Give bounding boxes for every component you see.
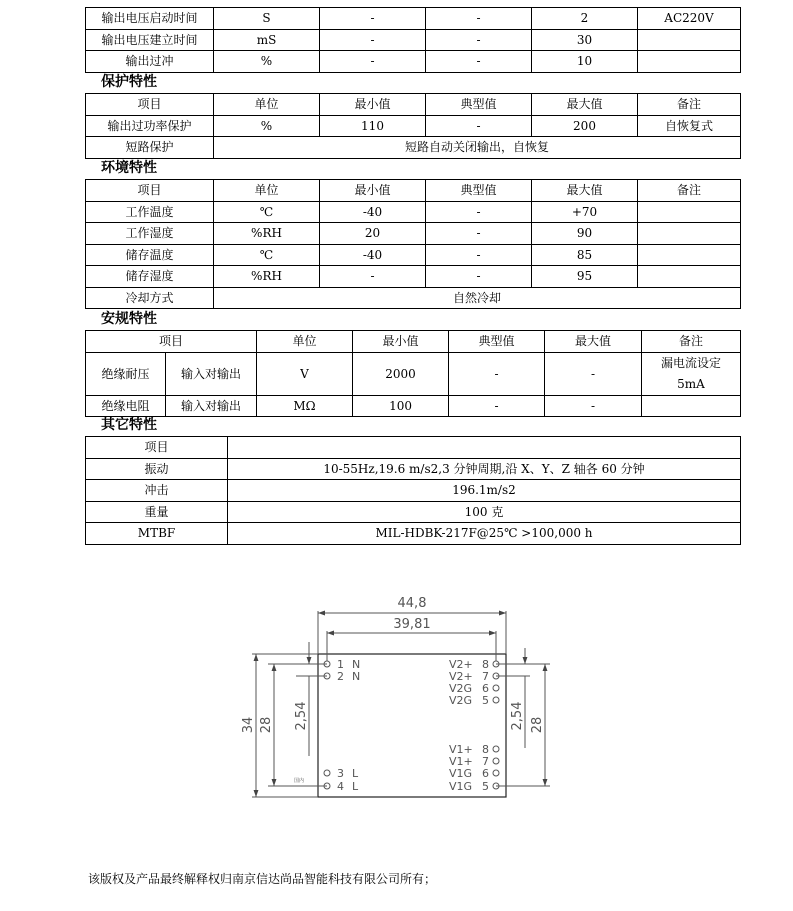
cell: 85 — [532, 244, 638, 266]
dim-pin-height-right: 28 — [530, 716, 545, 734]
dim-overall-height: 34 — [241, 716, 256, 734]
cell: 短路保护 — [86, 137, 214, 159]
note-line: 漏电流设定 — [661, 355, 722, 370]
cell: 200 — [532, 115, 638, 137]
pin-number: 5 — [482, 780, 489, 793]
dim-pitch-right: 2,54 — [510, 701, 525, 731]
pin-label: N — [352, 658, 361, 671]
cell: 工作温度 — [86, 201, 214, 223]
column-header: 备注 — [638, 180, 741, 202]
pin-label: L — [352, 780, 359, 793]
pin-number: 8 — [482, 658, 489, 671]
column-header: 最小值 — [320, 94, 426, 116]
cell: MIL-HDBK-217F@25℃ >100,000 h — [228, 523, 741, 545]
column-header: 单位 — [214, 94, 320, 116]
pin-label: V1+ — [449, 755, 473, 768]
cell: - — [426, 244, 532, 266]
section-title-environment: 环境特性 — [101, 160, 157, 176]
cell: % — [214, 115, 320, 137]
column-header: 备注 — [642, 331, 741, 353]
section-title-safety: 安规特性 — [101, 311, 157, 327]
cell: 2 — [532, 8, 638, 30]
cell: 绝缘耐压 — [86, 352, 166, 395]
cell: MΩ — [257, 395, 353, 417]
dim-pitch-left: 2,54 — [294, 701, 309, 731]
column-header: 项目 — [86, 331, 257, 353]
cell: 短路自动关闭输出，自恢复 — [214, 137, 741, 159]
cell: 自恢复式 — [638, 115, 741, 137]
pin-hole — [493, 770, 499, 776]
pin-hole — [324, 770, 330, 776]
pin-number: 6 — [482, 767, 489, 780]
cell: - — [320, 29, 426, 51]
cell: ℃ — [214, 201, 320, 223]
column-header: 最小值 — [320, 180, 426, 202]
column-header: 典型值 — [449, 331, 545, 353]
column-header: 最小值 — [353, 331, 449, 353]
pin-label: V1G — [449, 780, 473, 793]
cell: 100 — [353, 395, 449, 417]
small-mark: 国内 — [294, 778, 305, 784]
pin-number: 8 — [482, 743, 489, 756]
cell: 项目 — [86, 437, 228, 459]
cell: mS — [214, 29, 320, 51]
cell: ℃ — [214, 244, 320, 266]
section-title-protection: 保护特性 — [101, 74, 157, 90]
cell: 输入对输出 — [166, 352, 257, 395]
pin-label: V1+ — [449, 743, 473, 756]
cell: 自然冷却 — [214, 287, 741, 309]
cell: %RH — [214, 223, 320, 245]
column-header: 备注 — [638, 94, 741, 116]
pin-number: 2 — [337, 670, 344, 683]
cell: %RH — [214, 266, 320, 288]
cell: - — [449, 352, 545, 395]
cell: - — [449, 395, 545, 417]
cell: - — [320, 8, 426, 30]
pin-hole — [493, 746, 499, 752]
column-header: 最大值 — [545, 331, 642, 353]
cell: 重量 — [86, 501, 228, 523]
column-header: 项目 — [86, 180, 214, 202]
cell: 储存温度 — [86, 244, 214, 266]
cell: - — [426, 115, 532, 137]
cell: AC220V — [638, 8, 741, 30]
cell: 工作湿度 — [86, 223, 214, 245]
cell: 10 — [532, 51, 638, 73]
cell: 90 — [532, 223, 638, 245]
cell: 10-55Hz,19.6 m/s2,3 分钟周期,沿 X、Y、Z 轴各 60 分钟 — [228, 458, 741, 480]
cell: 绝缘电阻 — [86, 395, 166, 417]
column-header: 典型值 — [426, 180, 532, 202]
pin-number: 7 — [482, 755, 489, 768]
cell: - — [426, 29, 532, 51]
cell: 2000 — [353, 352, 449, 395]
cell: MTBF — [86, 523, 228, 545]
cell: 110 — [320, 115, 426, 137]
cell: 输出电压启动时间 — [86, 8, 214, 30]
cell: - — [320, 51, 426, 73]
column-header: 典型值 — [426, 94, 532, 116]
cell: 振动 — [86, 458, 228, 480]
column-header: 最大值 — [532, 180, 638, 202]
pin-label: V2G — [449, 694, 473, 707]
pin-label: V1G — [449, 767, 473, 780]
cell: - — [320, 266, 426, 288]
cell: -40 — [320, 244, 426, 266]
cell: - — [426, 51, 532, 73]
column-header: 最大值 — [532, 94, 638, 116]
cell: 储存湿度 — [86, 266, 214, 288]
cell: 输出过冲 — [86, 51, 214, 73]
cell: -40 — [320, 201, 426, 223]
pin-hole — [493, 685, 499, 691]
cell: 20 — [320, 223, 426, 245]
pin-number: 5 — [482, 694, 489, 707]
cell: 冲击 — [86, 480, 228, 502]
dim-pin-span: 39,81 — [393, 617, 431, 632]
cell: - — [545, 352, 642, 395]
cell: 输入对输出 — [166, 395, 257, 417]
pin-label: N — [352, 670, 361, 683]
pin-number: 4 — [337, 780, 344, 793]
pin-number: 3 — [337, 767, 344, 780]
dim-pin-height-left: 28 — [259, 716, 274, 734]
pin-hole — [493, 697, 499, 703]
dim-overall-width: 44,8 — [397, 596, 427, 611]
cell: - — [426, 223, 532, 245]
cell: - — [426, 201, 532, 223]
cell: - — [426, 8, 532, 30]
cell: 冷却方式 — [86, 287, 214, 309]
cell: % — [214, 51, 320, 73]
cell: 输出电压建立时间 — [86, 29, 214, 51]
pin-number: 6 — [482, 682, 489, 695]
cell: 95 — [532, 266, 638, 288]
cell: - — [426, 266, 532, 288]
pin-label: V2G — [449, 682, 473, 695]
cell: 30 — [532, 29, 638, 51]
pin-label: V2+ — [449, 670, 473, 683]
cell: V — [257, 352, 353, 395]
copyright-footer: 该版权及产品最终解释权归南京信达尚品智能科技有限公司所有； — [88, 872, 437, 886]
cell: 196.1m/s2 — [228, 480, 741, 502]
note-line: 5mA — [677, 376, 705, 391]
pin-label: L — [352, 767, 359, 780]
column-header: 单位 — [214, 180, 320, 202]
cell: - — [545, 395, 642, 417]
column-header: 项目 — [86, 94, 214, 116]
cell: S — [214, 8, 320, 30]
pin-label: V2+ — [449, 658, 473, 671]
section-title-other: 其它特性 — [101, 417, 157, 433]
pin-hole — [493, 758, 499, 764]
cell: 输出过功率保护 — [86, 115, 214, 137]
pin-number: 7 — [482, 670, 489, 683]
column-header: 单位 — [257, 331, 353, 353]
cell: +70 — [532, 201, 638, 223]
module-outline — [318, 654, 506, 797]
cell: 100 克 — [228, 501, 741, 523]
pin-number: 1 — [337, 658, 344, 671]
